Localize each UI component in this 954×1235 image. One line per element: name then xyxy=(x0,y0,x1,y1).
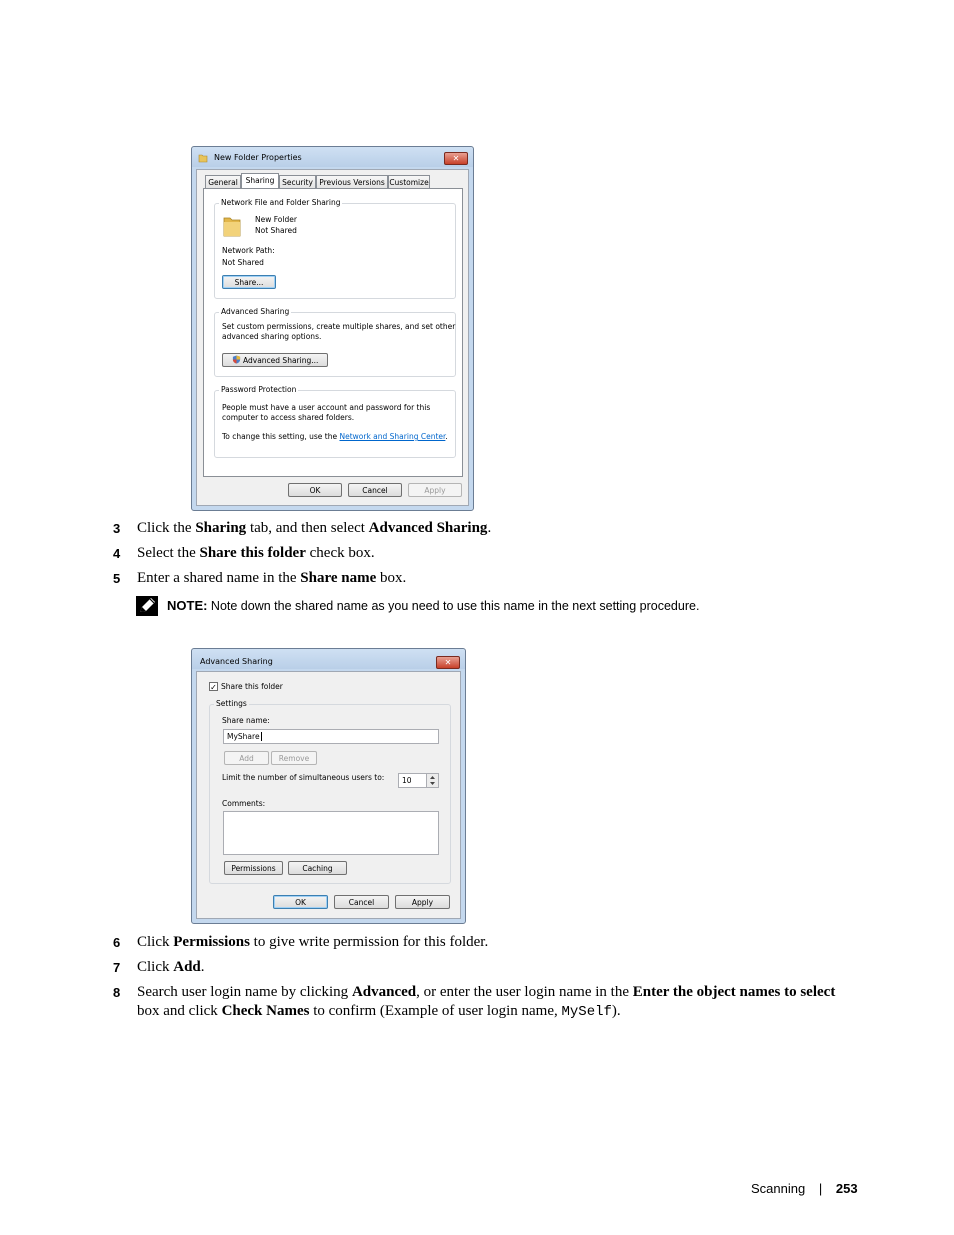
network-path-value: Not Shared xyxy=(222,258,264,267)
dialog-client-area xyxy=(196,671,461,919)
cancel-button[interactable]: Cancel xyxy=(334,895,389,909)
tab-previous-versions[interactable]: Previous Versions xyxy=(316,175,388,188)
comments-label: Comments: xyxy=(222,799,266,808)
settings-group xyxy=(209,699,451,884)
step-text: Search user login name by clicking xyxy=(137,984,352,1000)
footer-separator: | xyxy=(818,1181,823,1196)
step-text: Click the xyxy=(137,520,196,536)
step-keyword: Check Names xyxy=(221,1003,310,1019)
group-legend: Network File and Folder Sharing xyxy=(221,198,341,207)
chevron-up-icon xyxy=(429,775,436,780)
network-sharing-center-link[interactable]: Network and Sharing Center xyxy=(339,432,446,441)
network-path-label: Network Path: xyxy=(222,246,275,255)
comments-textarea[interactable] xyxy=(223,811,439,855)
step-number: 5 xyxy=(113,571,121,586)
advanced-sharing-group xyxy=(214,307,456,377)
window-title: New Folder Properties xyxy=(214,153,302,162)
cancel-button[interactable]: Cancel xyxy=(348,483,402,497)
change-setting-prefix: To change this setting, use the xyxy=(222,432,340,441)
note-label: NOTE: xyxy=(167,598,208,613)
step-text: Select the xyxy=(137,545,200,561)
step-text: tab, and then select xyxy=(246,520,369,536)
password-change-text xyxy=(222,432,448,441)
close-icon[interactable]: ✕ xyxy=(436,656,460,669)
change-setting-suffix: . xyxy=(445,432,448,441)
chevron-down-icon xyxy=(429,781,436,786)
step-text: to confirm (Example of user login name, xyxy=(309,1003,562,1019)
step-keyword: Add xyxy=(173,959,201,975)
caching-button[interactable]: Caching xyxy=(288,861,347,875)
stepper-arrows[interactable] xyxy=(426,774,438,787)
group-legend: Advanced Sharing xyxy=(221,307,290,316)
dialog-client-area xyxy=(196,169,469,506)
step-text: Click xyxy=(137,959,174,975)
password-description: People must have a user account and password for this xyxy=(222,403,431,412)
step-number: 4 xyxy=(113,546,121,561)
apply-button[interactable]: Apply xyxy=(395,895,450,909)
step-text: Click xyxy=(137,934,174,950)
permissions-button[interactable]: Permissions xyxy=(224,861,283,875)
ok-button[interactable]: OK xyxy=(288,483,342,497)
shield-icon xyxy=(232,355,241,364)
step-text: ). xyxy=(611,1003,621,1019)
step-keyword: Sharing xyxy=(195,520,247,536)
step-text: . xyxy=(487,520,492,536)
advanced-sharing-description: advanced sharing options. xyxy=(222,332,322,341)
section-name: Scanning xyxy=(751,1181,806,1196)
share-button[interactable]: Share... xyxy=(222,275,276,289)
step-number: 3 xyxy=(113,521,121,536)
share-name-value: MyShare xyxy=(227,732,260,741)
remove-button[interactable]: Remove xyxy=(271,751,317,765)
step-text: , or enter the user login name in the xyxy=(416,984,633,1000)
ok-button[interactable]: OK xyxy=(273,895,328,909)
text-cursor xyxy=(261,732,262,741)
folder-name: New Folder xyxy=(255,215,297,224)
step-text: to give write permission for this folder. xyxy=(249,934,489,950)
step-keyword: Permissions xyxy=(173,934,250,950)
sharing-tab-panel xyxy=(203,188,463,477)
note xyxy=(167,598,699,613)
advanced-sharing-button-label: Advanced Sharing... xyxy=(243,356,319,365)
step-text: Enter a shared name in the xyxy=(137,570,301,586)
page-number: 253 xyxy=(835,1181,858,1196)
step-number: 7 xyxy=(113,960,121,975)
step-keyword: Enter the object names to select xyxy=(632,984,836,1000)
advanced-sharing-description: Set custom permissions, create multiple shares, and set other xyxy=(222,322,456,331)
password-description: computer to access shared folders. xyxy=(222,413,355,422)
close-icon[interactable]: ✕ xyxy=(444,152,468,165)
folder-status: Not Shared xyxy=(255,226,297,235)
step-text: check box. xyxy=(305,545,375,561)
share-name-input[interactable] xyxy=(223,729,439,744)
pencil-icon xyxy=(136,596,158,616)
step-text: box. xyxy=(376,570,407,586)
step-text: . xyxy=(200,959,205,975)
share-this-folder-checkbox[interactable]: ✓ xyxy=(210,683,217,692)
network-sharing-group xyxy=(214,198,456,299)
limit-users-value: 10 xyxy=(402,776,412,785)
limit-users-stepper[interactable] xyxy=(398,773,439,788)
advanced-sharing-button[interactable] xyxy=(222,353,328,367)
tab-security[interactable]: Security xyxy=(279,175,316,188)
window-title: Advanced Sharing xyxy=(200,657,273,666)
add-button[interactable]: Add xyxy=(224,751,269,765)
folder-icon xyxy=(198,153,208,163)
note-text: Note down the shared name as you need to use this name in the next setting procedure. xyxy=(207,599,700,613)
share-name-label: Share name: xyxy=(222,716,270,725)
group-legend: Password Protection xyxy=(221,385,297,394)
page-footer xyxy=(751,1181,858,1196)
share-this-folder-label: Share this folder xyxy=(221,682,283,691)
password-protection-group xyxy=(214,385,456,458)
example-login-name: MySelf xyxy=(561,1004,612,1020)
tab-general[interactable]: General xyxy=(205,175,241,188)
step-keyword: Share name xyxy=(300,570,377,586)
step-keyword: Advanced xyxy=(351,984,417,1000)
tab-sharing[interactable]: Sharing xyxy=(241,173,279,188)
group-legend: Settings xyxy=(216,699,247,708)
step-keyword: Advanced Sharing xyxy=(368,520,488,536)
limit-users-label: Limit the number of simultaneous users to: xyxy=(222,773,385,782)
advanced-sharing-window xyxy=(191,648,466,924)
apply-button[interactable]: Apply xyxy=(408,483,462,497)
new-folder-properties-window xyxy=(191,146,474,511)
folder-icon xyxy=(222,214,242,238)
step-text: box and click xyxy=(137,1003,222,1019)
step-keyword: Share this folder xyxy=(199,545,306,561)
tab-customize[interactable]: Customize xyxy=(388,175,430,188)
step-number: 6 xyxy=(113,935,121,950)
step-number: 8 xyxy=(113,985,121,1000)
